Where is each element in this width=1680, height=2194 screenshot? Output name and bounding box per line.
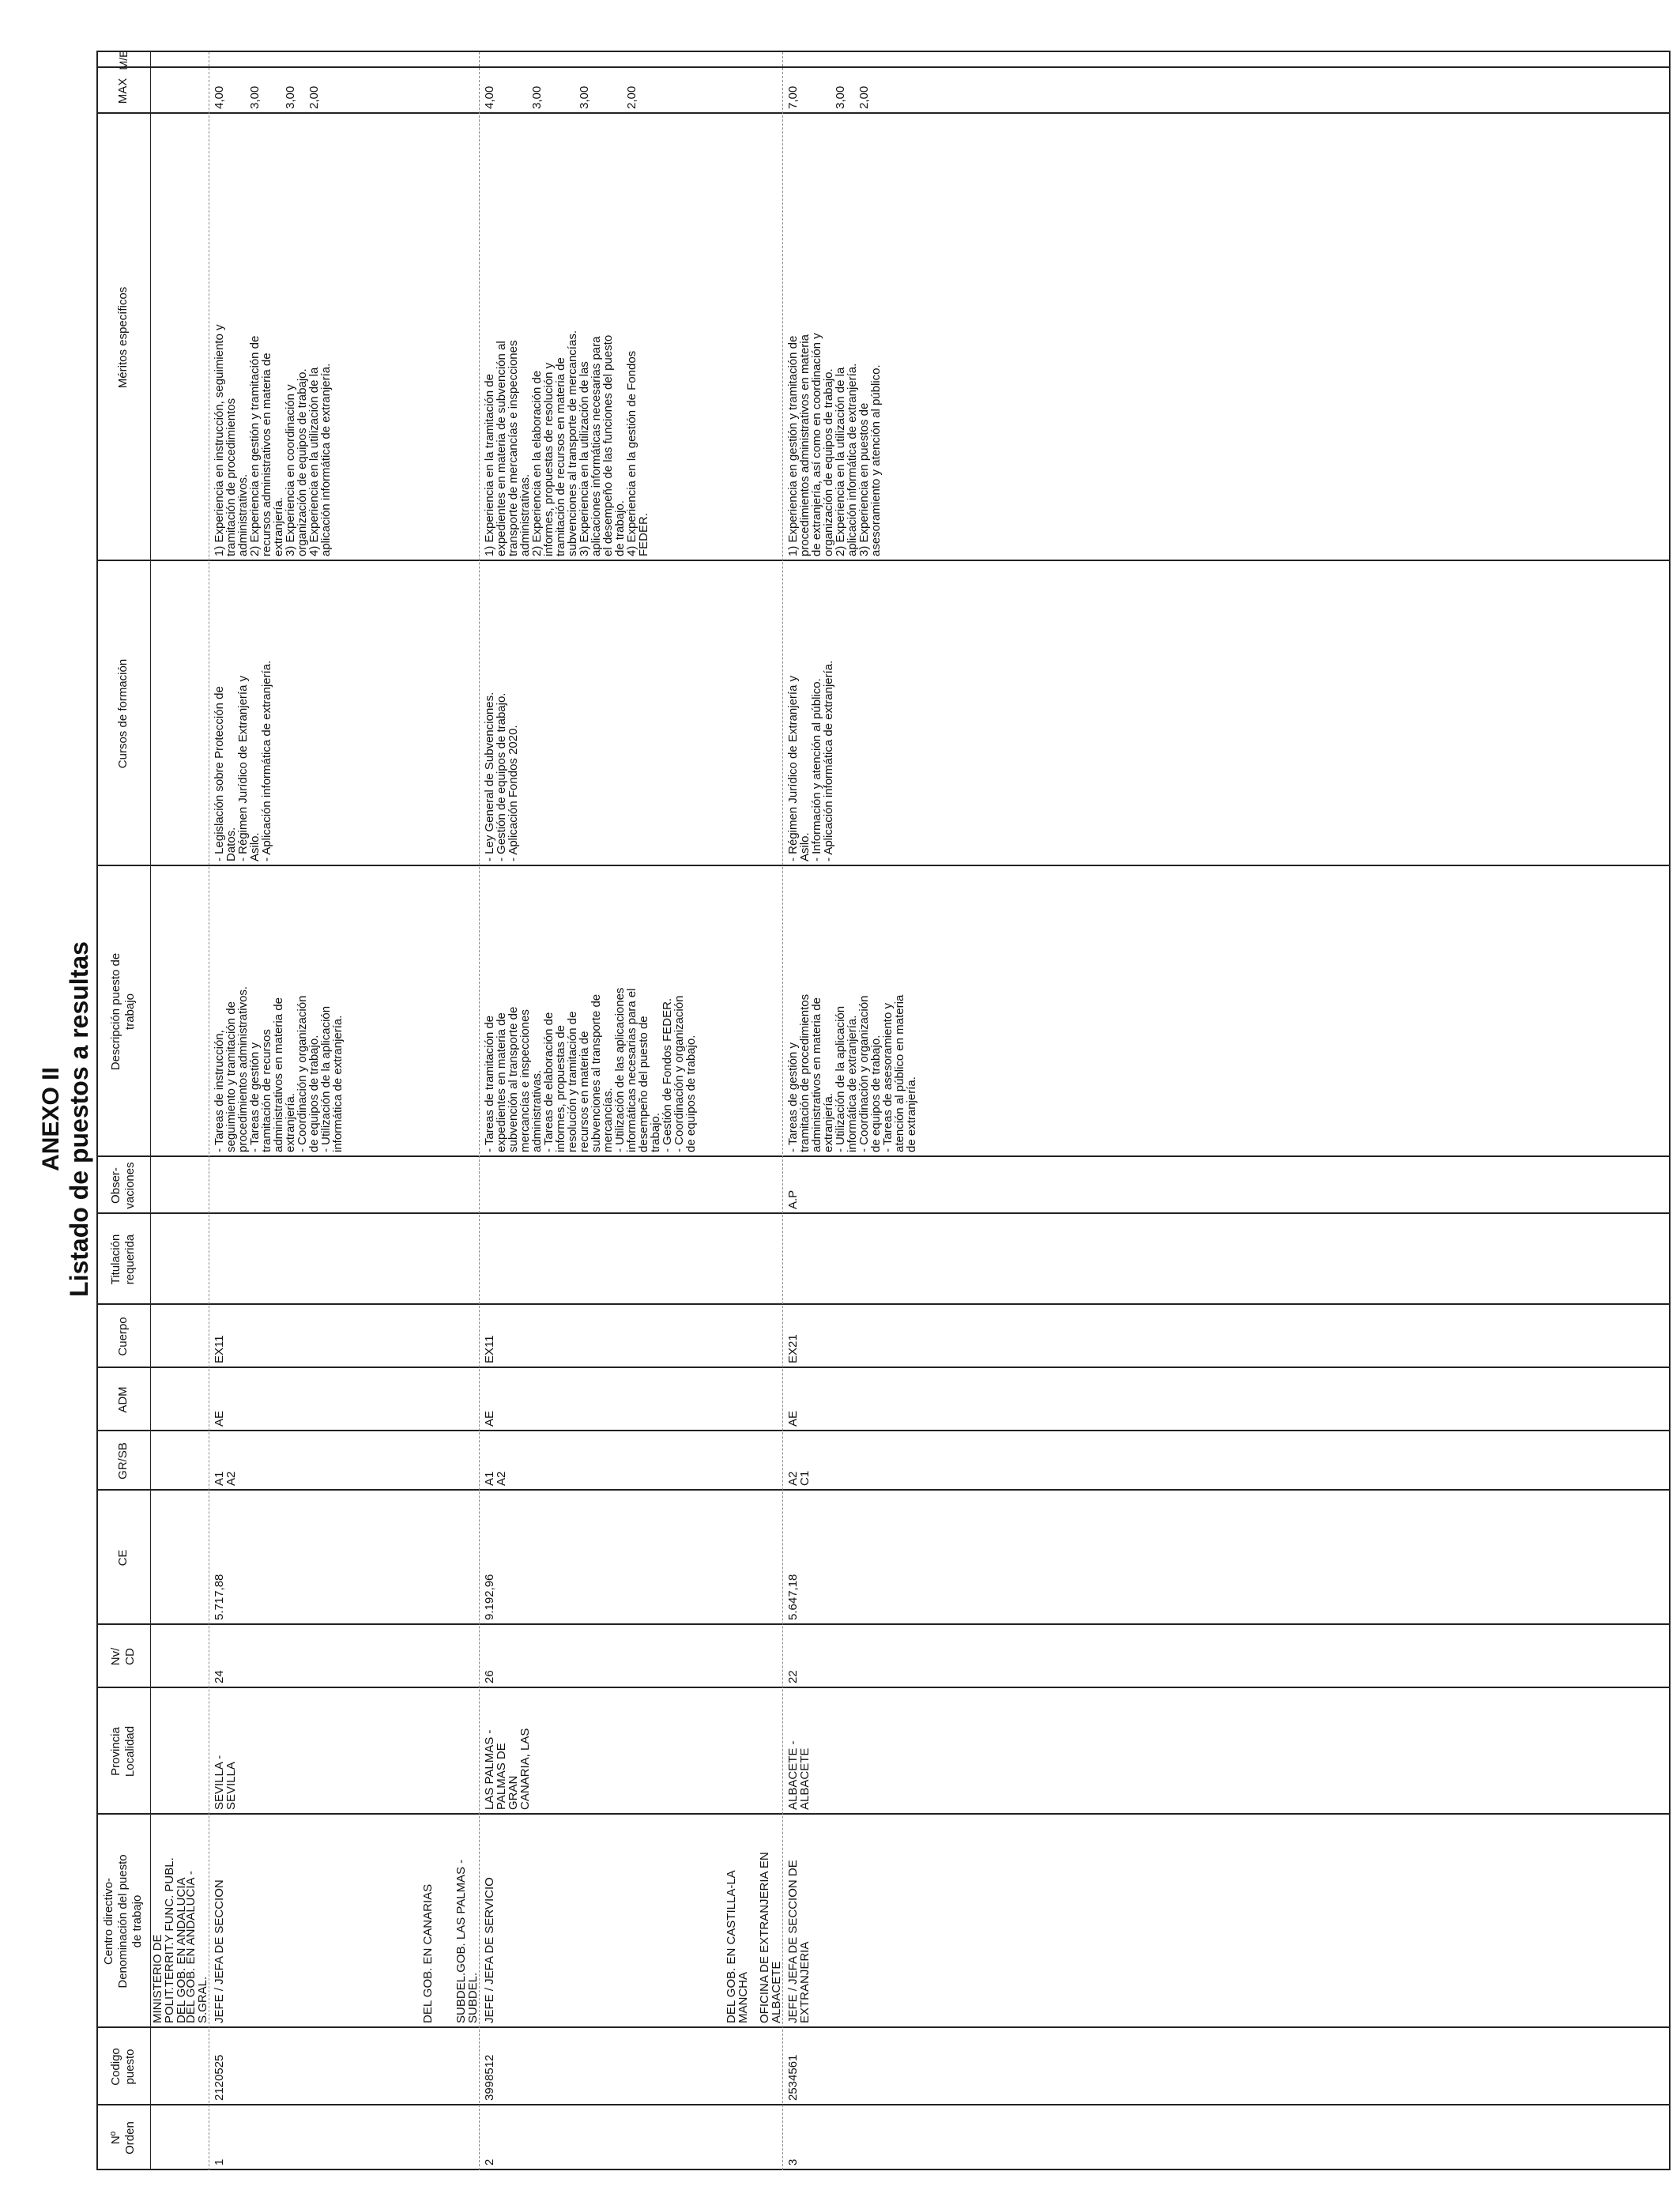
header-max: MAX bbox=[116, 77, 130, 104]
table-row-3-puesto: JEFE / JEFA DE SECCION DE EXTRANJERIA bbox=[786, 1860, 812, 2023]
table-row-2-puesto: JEFE / JEFA DE SERVICIO bbox=[483, 1877, 496, 2023]
col-sep bbox=[96, 112, 1669, 114]
header-centro: Centro directivo- Denominación del puesto de trabajo bbox=[102, 1854, 144, 1989]
table-row-3-orden: 3 bbox=[786, 2158, 800, 2166]
header-adm: ADM bbox=[116, 1386, 130, 1413]
table-row-3-descripcion: - Tareas de gestión y tramitación de procedimientos administrativos en materia de extranjería. - Utilización de la aplicación informática de extranjería. - Coordinación y organización de equipos de trabajo. - Tareas de asesoramiento y atención al público en materia de extranjería. bbox=[786, 993, 918, 1152]
section-canarias: DEL GOB. EN CANARIAS bbox=[421, 1883, 435, 2023]
header-titulacion: Titulación requerida bbox=[109, 1234, 137, 1285]
table-row-2-adm: AE bbox=[483, 1410, 496, 1427]
table-row-2-orden: 2 bbox=[483, 2158, 496, 2166]
table-row-3-nivel: 22 bbox=[786, 1670, 800, 1683]
page-title: ANEXO II bbox=[38, 1067, 64, 1171]
table-row-3-observaciones: A.P bbox=[786, 1189, 800, 1209]
col-sep bbox=[96, 1489, 1669, 1491]
header-provincia: Provincia Localidad bbox=[109, 1725, 137, 1777]
col-sep bbox=[96, 2104, 1669, 2105]
table-row-2-max: 4,00 3,00 3,00 2,00 bbox=[483, 85, 638, 109]
col-sep bbox=[96, 1430, 1669, 1431]
table-row-1-meritos: 1) Experiencia en instrucción, seguimiento y tramitación de procedimientos administrativos. 2) Experiencia en gestión y tramitación de recursos administrativos en materia de extranjería. 3) Experiencia en coordinación y organización de equipos de trabajo. 4) Experiencia en la utilización de la aplicación informática de extranjería. bbox=[213, 324, 333, 556]
row-separator bbox=[479, 52, 480, 2170]
table-row-3-cuerpo: EX21 bbox=[786, 1334, 800, 1363]
table-row-2-cuerpo: EX11 bbox=[483, 1335, 496, 1363]
col-sep bbox=[96, 1367, 1669, 1368]
table-row-1-codigo: 2120525 bbox=[213, 2054, 226, 2101]
table-row-2-ce: 9.192,96 bbox=[483, 1574, 496, 1620]
table-row-1-nivel: 24 bbox=[213, 1670, 226, 1683]
header-rule bbox=[150, 52, 151, 2170]
table-row-1-orden: 1 bbox=[213, 2158, 226, 2166]
col-sep bbox=[96, 2026, 1669, 2028]
table-row-2-codigo: 3998512 bbox=[483, 2054, 496, 2101]
table-row-2-descripcion: - Tareas de tramitación de expedientes en materia de subvención al transporte de mercancías e inspecciones administrativas. - Tareas de elaboración de informes, propuestas de resolución y tramitación de recursos en materia de subvenciones al transporte de mercancías. - Utilización de las aplicaciones informáticas necesarias para el desempeño del puesto de trabajo. - Gestión de Fondos FEDER. - Coordinación y organización de equipos de trabajo. bbox=[483, 987, 698, 1152]
table-row-2-meritos: 1) Experiencia en la tramitación de expedientes en materia de subvención al transporte de mercancías e inspecciones administrativas. 2) Experiencia en la elaboración de informes, propuestas de resolución y tramitación de recursos en materia de subvenciones al transporte de mercancías. 3) Experiencia en la utilización de las aplicaciones informáticas necesarias para el desempeño de las funciones del puesto de trabajo. 4) Experiencia en la gestión de Fondos FEDER. bbox=[483, 330, 650, 556]
header-nivel: Nv/ CD bbox=[109, 1647, 137, 1666]
table-row-1-max: 4,00 3,00 3,00 2,00 bbox=[213, 85, 321, 109]
header-ce: CE bbox=[116, 1549, 130, 1566]
table-row-3-provincia: ALBACETE - ALBACETE bbox=[786, 1740, 812, 1810]
page-subtitle: Listado de puestos a resultas bbox=[65, 941, 93, 1297]
col-sep bbox=[96, 1687, 1669, 1688]
header-me: M/E bbox=[117, 50, 130, 70]
table-row-1-cuerpo: EX11 bbox=[213, 1335, 226, 1363]
col-sep bbox=[96, 66, 1669, 68]
table-row-1-cursos: - Legislación sobre Protección de Datos. - Régimen Jurídico de Extranjería y Asilo. - Aplicación informática de extranjería. bbox=[213, 660, 273, 861]
col-sep bbox=[96, 1623, 1669, 1625]
table-row-1-puesto: JEFE / JEFA DE SECCION bbox=[213, 1879, 226, 2023]
table-row-2-provincia: LAS PALMAS - PALMAS DE GRAN CANARIA, LAS bbox=[483, 1728, 532, 1810]
title-block bbox=[38, 44, 93, 2194]
header-cursos: Cursos de formación bbox=[116, 658, 130, 769]
table-row-1-provincia: SEVILLA - SEVILLA bbox=[213, 1755, 238, 1810]
header-codigo: Codigo puesto bbox=[109, 2048, 137, 2086]
table-row-3-grupo: A2 C1 bbox=[786, 1470, 812, 1486]
table-row-2-cursos: - Ley General de Subvenciones. - Gestión de equipos de trabajo. - Aplicación Fondos 2020. bbox=[483, 692, 520, 861]
col-sep bbox=[96, 1212, 1669, 1214]
table-row-3-max: 7,00 3,00 2,00 bbox=[786, 85, 871, 109]
table-row-1-adm: AE bbox=[213, 1410, 226, 1427]
header-cuerpo: Cuerpo bbox=[116, 1317, 130, 1356]
section-ministerio: MINISTERIO DE POLIT.TERRIT.Y FUNC. PUBL. DEL GOB. EN ANDALUCIA bbox=[151, 1857, 188, 2023]
section-andalucia: DEL GOB. EN ANDALUCIA - S.GRAL. bbox=[184, 1871, 209, 2023]
table-row-3-meritos: 1) Experiencia en gestión y tramitación de procedimientos administrativos en materia de extranjería, así como en coordinación y organización de equipos de trabajo. 2) Experiencia en la utilización de la aplicación informática de extranjería. 3) Experiencia en puestos de asesoramiento y atención al público. bbox=[786, 333, 883, 556]
table-row-1-grupo: A1 A2 bbox=[213, 1471, 238, 1486]
header-grupo: GR/SB bbox=[116, 1442, 130, 1480]
header-meritos: Méritos específicos bbox=[116, 286, 130, 389]
col-sep bbox=[96, 560, 1669, 561]
table-row-2-nivel: 26 bbox=[483, 1670, 496, 1683]
col-sep bbox=[96, 1813, 1669, 1815]
table-row-2-grupo: A1 A2 bbox=[483, 1471, 508, 1486]
table-row-3-ce: 5.647,18 bbox=[786, 1574, 800, 1620]
header-observaciones: Obser- vaciones bbox=[109, 1162, 137, 1209]
section-albacete: OFICINA DE EXTRANJERIA EN ALBACETE bbox=[758, 1852, 783, 2023]
table-row-1-descripcion: - Tareas de instrucción, seguimiento y tramitación de procedimientos administrativos. - Tareas de gestión y tramitación de recursos administrativos en materia de extranjería. - Coordinación y organización de equipos de trabajo. - Utilización de la aplicación informática de extranjería. bbox=[213, 986, 345, 1152]
header-orden: Nº Orden bbox=[109, 2121, 137, 2154]
table-row-3-adm: AE bbox=[786, 1410, 800, 1427]
section-castilla: DEL GOB. EN CASTILLA-LA MANCHA bbox=[725, 1870, 750, 2023]
positions-table bbox=[96, 52, 1669, 2170]
row-separator bbox=[782, 52, 783, 2170]
table-row-3-cursos: - Régimen Jurídico de Extranjería y Asilo. - Información y atención al público. - Aplicación informática de extranjería. bbox=[786, 660, 835, 861]
header-descripcion: Descripción puesto de trabajo bbox=[109, 952, 137, 1071]
table-row-3-codigo: 2534561 bbox=[786, 2054, 800, 2101]
section-las-palmas: SUBDEL.GOB. LAS PALMAS - SUBDEL. bbox=[454, 1859, 480, 2023]
table-row-1-ce: 5.717,88 bbox=[213, 1574, 226, 1620]
rotated-page bbox=[0, 44, 1680, 2194]
col-sep bbox=[96, 1303, 1669, 1305]
